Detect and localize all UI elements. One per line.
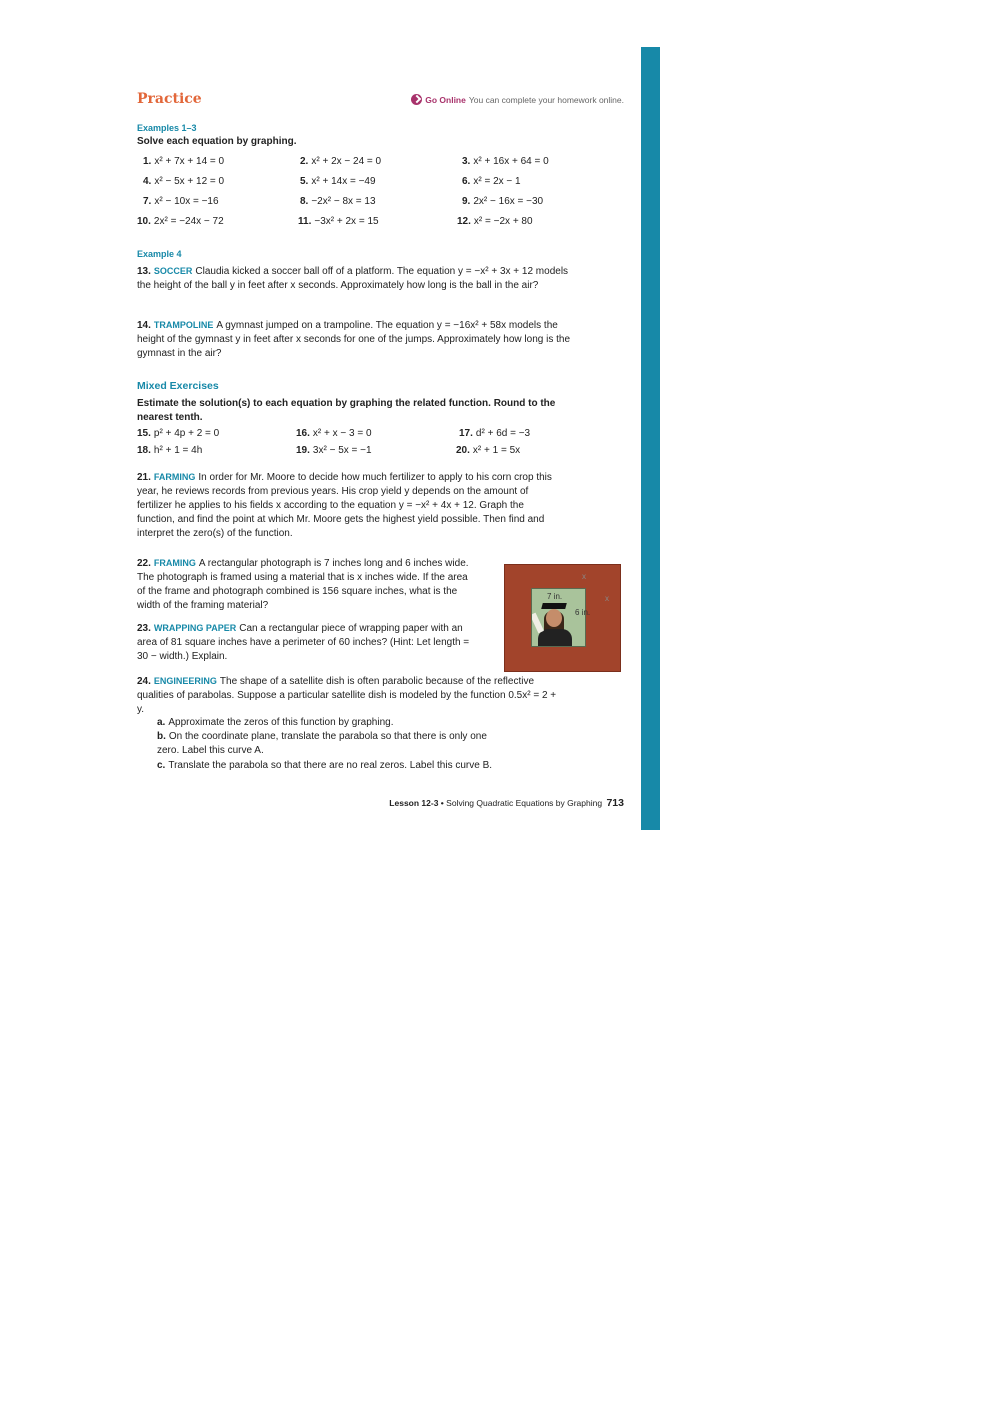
frame-x-label-top: x xyxy=(582,572,586,581)
exercise-9: 9. 2x² − 16x = −30 xyxy=(462,196,544,207)
page-number: 713 xyxy=(606,797,624,809)
problem-22: 22. FRAMING A rectangular photograph is 7 inches long and 6 inches wide. The photograph is framed using a material that is x inches wide. If the area of the frame and photograph combined is 156 square inches, what is the width of the framing material? xyxy=(137,558,469,611)
subpart-b: b. On the coordinate plane, translate the parabola so that there is only one zero. Label this curve A. xyxy=(157,731,487,756)
exercise-18: 18. h² + 1 = 4h xyxy=(137,445,203,456)
height-label: 6 in. xyxy=(575,608,591,617)
framed-photo-figure xyxy=(504,564,621,672)
footer-lesson-title: Solving Quadratic Equations by Graphing xyxy=(446,798,603,808)
exercise-10: 10. 2x² = −24x − 72 xyxy=(137,216,224,227)
exercise-6: 6. x² = 2x − 1 xyxy=(462,176,521,187)
exercise-15: 15. p² + 4p + 2 = 0 xyxy=(137,428,220,439)
problem-23: 23. WRAPPING PAPER Can a rectangular piece of wrapping paper with an area of 81 square inches have a perimeter of 60 inches? (Hint: Let length = 30 − width.) Explain. xyxy=(137,623,470,662)
example4-label: Example 4 xyxy=(137,249,182,259)
subpart-a: a. Approximate the zeros of this function by graphing. xyxy=(157,717,394,728)
problem-24: 24. ENGINEERING The shape of a satellite dish is often parabolic because of the reflective qualities of parabolas. Suppose a particular satellite dish is modeled by the function 0.5x² = 2 + y. xyxy=(137,676,557,715)
exercise-5: 5. x² + 14x = −49 xyxy=(300,176,376,187)
exercise-7: 7. x² − 10x = −16 xyxy=(143,196,219,207)
diploma-scroll xyxy=(531,613,544,634)
examples-label: Examples 1–3 xyxy=(137,123,197,133)
person-head xyxy=(546,609,562,627)
mixed-instruction: Estimate the solution(s) to each equation by graphing the related function. Round to the nearest tenth. xyxy=(137,398,556,423)
exercise-12: 12. x² = −2x + 80 xyxy=(457,216,533,227)
exercise-11: 11. −3x² + 2x = 15 xyxy=(298,216,379,227)
chapter-sidebar-bar xyxy=(641,47,660,830)
page-title: Practice xyxy=(137,91,202,107)
go-online-banner[interactable] xyxy=(411,93,624,107)
go-online-text: You can complete your homework online. xyxy=(468,95,624,105)
page-footer xyxy=(389,796,624,810)
width-label: 7 in. xyxy=(547,592,563,601)
graduation-gown xyxy=(538,629,572,647)
exercise-20: 20. x² + 1 = 5x xyxy=(456,445,521,456)
exercise-16: 16. x² + x − 3 = 0 xyxy=(296,428,372,439)
exercise-1: 1. x² + 7x + 14 = 0 xyxy=(143,156,225,167)
go-online-label[interactable]: Go Online xyxy=(425,95,466,105)
go-online-icon xyxy=(411,94,422,105)
problem-14: 14. TRAMPOLINE A gymnast jumped on a trampoline. The equation y = −16x² + 58x models the height of the gymnast y in feet after x seconds for one of the jumps. Approximately how long is the gymnast in the air? xyxy=(137,320,571,359)
exercise-19: 19. 3x² − 5x = −1 xyxy=(296,445,372,456)
exercise-2: 2. x² + 2x − 24 = 0 xyxy=(300,156,382,167)
exercise-8: 8. −2x² − 8x = 13 xyxy=(300,196,376,207)
footer-lesson: Lesson 12-3 • xyxy=(389,798,444,808)
mixed-exercises-title: Mixed Exercises xyxy=(137,380,219,392)
subpart-c: c. Translate the parabola so that there are no real zeros. Label this curve B. xyxy=(157,760,493,771)
exercise-17: 17. d² + 6d = −3 xyxy=(459,428,531,439)
problem-13: 13. SOCCER Claudia kicked a soccer ball off of a platform. The equation y = −x² + 3x + 12 models the height of the ball y in feet after x seconds. Approximately how long is the ball in the air? xyxy=(137,266,569,291)
exercise-4: 4. x² − 5x + 12 = 0 xyxy=(143,176,225,187)
exercise-3: 3. x² + 16x + 64 = 0 xyxy=(462,156,549,167)
problem-21: 21. FARMING In order for Mr. Moore to decide how much fertilizer to apply to his corn crop this year, he reviews records from previous years. His crop yield y depends on the amount of fertilizer he applies to his fields x according to the equation y = −x² + 4x + 12. Graph the function, and find the point at which Mr. Moore gets the highest yield possible. Then find and interpret the zero(s) of the function. xyxy=(137,472,552,539)
section1-instruction: Solve each equation by graphing. xyxy=(137,136,297,147)
frame-x-label-right: x xyxy=(605,594,609,603)
